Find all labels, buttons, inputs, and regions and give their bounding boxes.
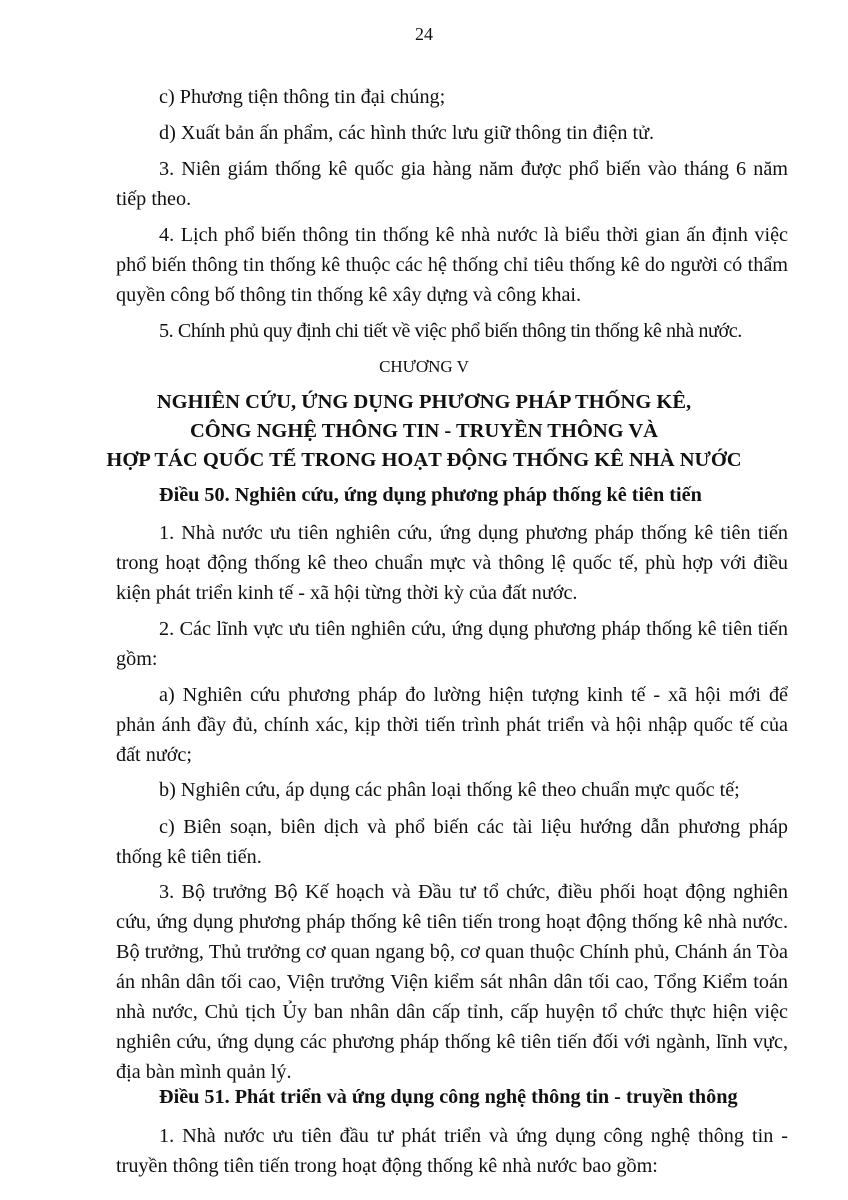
chapter-label: CHƯƠNG V [379, 357, 469, 376]
paragraph-4: 4. Lịch phổ biến thông tin thống kê nhà nước là biểu thời gian ấn định việc phổ biến thông tin thống kê thuộc các hệ thống chỉ tiêu thống kê do người có thẩm quyền công bố thông tin thống kê xây dựng và công khai. [116, 224, 788, 306]
page-number: 24 [415, 24, 433, 44]
article-51-paragraph-1: 1. Nhà nước ưu tiên đầu tư phát triển và ứng dụng công nghệ thông tin - truyền thông tiên tiến trong hoạt động thống kê nhà nước bao gồm: [116, 1125, 788, 1177]
chapter-title-line-3: HỢP TÁC QUỐC TẾ TRONG HOẠT ĐỘNG THỐNG KÊ NHÀ NƯỚC [106, 449, 742, 471]
clause-c: c) Phương tiện thông tin đại chúng; [159, 86, 446, 108]
clause-d: d) Xuất bản ấn phẩm, các hình thức lưu giữ thông tin điện tử. [159, 122, 655, 144]
chapter-title-line-2: CÔNG NGHỆ THÔNG TIN - TRUYỀN THÔNG VÀ [190, 420, 658, 442]
article-51-heading: Điều 51. Phát triển và ứng dụng công nghệ thông tin - truyền thông [159, 1086, 738, 1108]
article-50-clause-c: c) Biên soạn, biên dịch và phổ biến các tài liệu hướng dẫn phương pháp thống kê tiên tiến. [116, 816, 788, 868]
chapter-title-line-1: NGHIÊN CỨU, ỨNG DỤNG PHƯƠNG PHÁP THỐNG KÊ, [156, 391, 692, 413]
article-50-paragraph-1: 1. Nhà nước ưu tiên nghiên cứu, ứng dụng phương pháp thống kê tiên tiến trong hoạt động thống kê theo chuẩn mực và thông lệ quốc tế, phù hợp với điều kiện phát triển kinh tế - xã hội từng thời kỳ của đất nước. [116, 522, 788, 604]
article-50-paragraph-2: 2. Các lĩnh vực ưu tiên nghiên cứu, ứng dụng phương pháp thống kê tiên tiến gồm: [116, 618, 788, 670]
article-50-heading: Điều 50. Nghiên cứu, ứng dụng phương pháp thống kê tiên tiến [159, 484, 702, 506]
paragraph-3: 3. Niên giám thống kê quốc gia hàng năm được phổ biến vào tháng 6 năm tiếp theo. [116, 158, 788, 210]
article-50-clause-b: b) Nghiên cứu, áp dụng các phân loại thống kê theo chuẩn mực quốc tế; [159, 779, 740, 801]
paragraph-5: 5. Chính phủ quy định chi tiết về việc phổ biến thông tin thống kê nhà nước. [159, 320, 742, 342]
article-50-clause-a: a) Nghiên cứu phương pháp đo lường hiện tượng kinh tế - xã hội mới để phản ánh đầy đủ, chính xác, kịp thời tiến trình phát triển và hội nhập quốc tế của đất nước; [116, 684, 788, 766]
article-50-paragraph-3: 3. Bộ trưởng Bộ Kế hoạch và Đầu tư tổ chức, điều phối hoạt động nghiên cứu, ứng dụng phương pháp thống kê tiên tiến trong hoạt động thống kê nhà nước. Bộ trưởng, Thủ trưởng cơ quan ngang bộ, cơ quan thuộc Chính phủ, Chánh án Tòa án nhân dân tối cao, Viện trưởng Viện kiểm sát nhân dân tối cao, Tổng Kiểm toán nhà nước, Chủ tịch Ủy ban nhân dân cấp tỉnh, cấp huyện tổ chức thực hiện việc nghiên cứu, ứng dụng các phương pháp thống kê tiên tiến đối với ngành, lĩnh vực, địa bàn mình quản lý. [116, 881, 788, 1083]
